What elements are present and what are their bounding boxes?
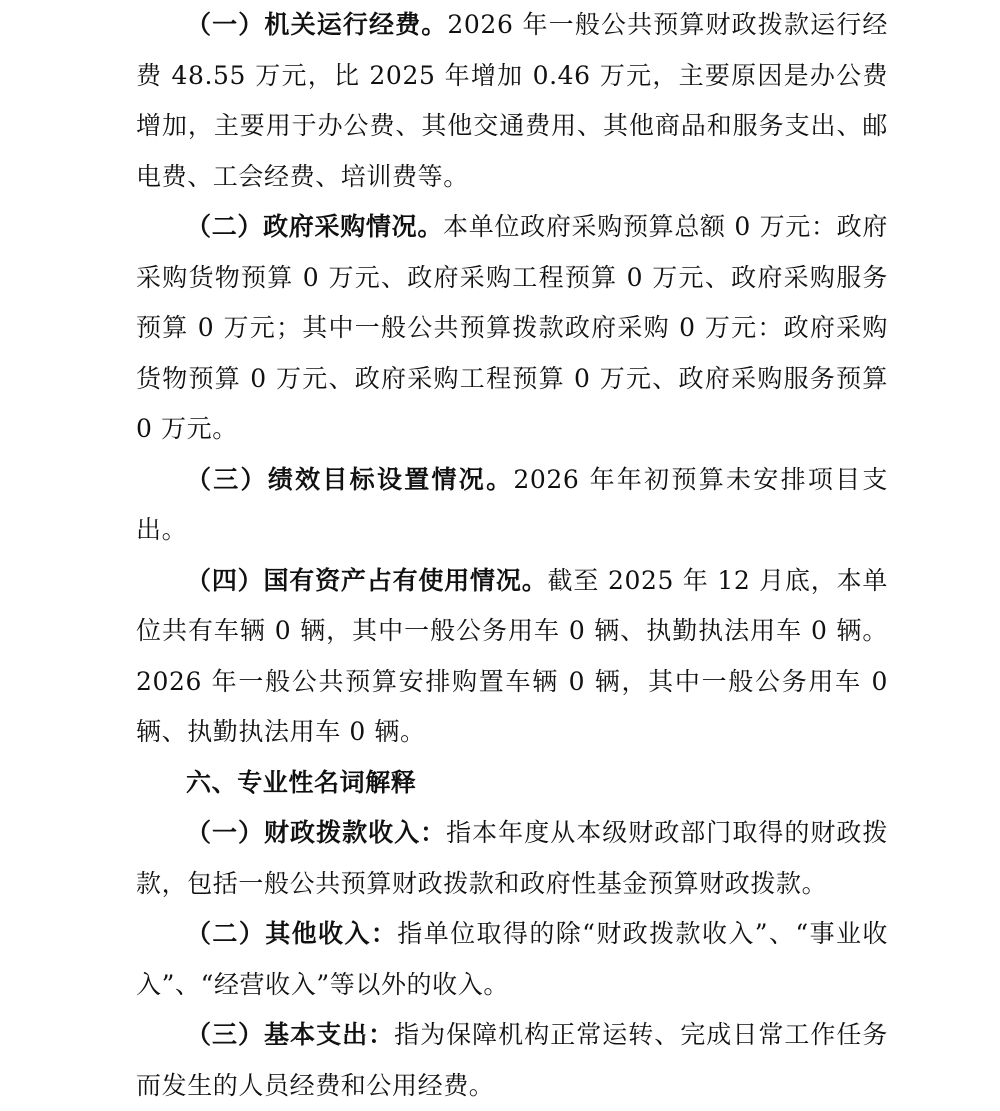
paragraph-lead: （三）绩效目标设置情况。 <box>186 464 514 494</box>
paragraph-state-assets <box>136 556 888 758</box>
definition-other-income <box>136 909 888 1010</box>
definition-term: （一）财政拨款收入： <box>186 818 447 847</box>
definition-term: （三）基本支出： <box>186 1020 395 1049</box>
paragraph-lead: （一）机关运行经费。 <box>186 10 448 39</box>
paragraph-text: 本单位政府采购预算总额 0 万元：政府采购货物预算 0 万元、政府采购工程预算 0 万元、政府采购服务预算 0 万元；其中一般公共预算拨款政府采购 0 万元：政府采购货物预算 0 万元、政府采购工程预算 0 万元、政府采购服务预算 0 万元。 <box>136 212 888 443</box>
paragraph-performance-targets <box>136 455 888 556</box>
definition-text: 指单位取得的除“财政拨款收入”、“事业收入”、“经营收入”等以外的收入。 <box>136 919 888 999</box>
paragraph-lead: （四）国有资产占有使用情况。 <box>186 565 548 595</box>
definition-text: 指本年度从本级财政部门取得的财政拨款，包括一般公共预算财政拨款和政府性基金预算财政拨款。 <box>136 818 888 898</box>
definition-term: （二）其他收入： <box>186 919 398 948</box>
paragraph-lead: （二）政府采购情况。 <box>186 212 444 241</box>
section-heading: 六、专业性名词解释 <box>186 767 417 797</box>
paragraph-operating-expenses <box>136 0 888 202</box>
definition-text: 指为保障机构正常运转、完成日常工作任务而发生的人员经费和公用经费。 <box>136 1020 888 1100</box>
paragraph-text: 截至 2025 年 12 月底，本单位共有车辆 0 辆，其中一般公务用车 0 辆、执勤执法用车 0 辆。2026 年一般公共预算安排购置车辆 0 辆，其中一般公务用车 0 辆、执勤执法用车 0 辆。 <box>136 565 889 746</box>
document-page <box>136 0 888 1111</box>
definition-basic-expenditure <box>136 1010 888 1111</box>
paragraph-government-procurement <box>136 202 888 455</box>
paragraph-text: 2026 年年初预算未安排项目支出。 <box>136 464 889 544</box>
definition-fiscal-appropriation-income <box>136 808 888 909</box>
paragraph-text: 2026 年一般公共预算财政拨款运行经费 48.55 万元，比 2025 年增加 0.46 万元，主要原因是办公费增加，主要用于办公费、其他交通费用、其他商品和服务支出、邮电费、工会经费、培训费等。 <box>136 10 888 191</box>
